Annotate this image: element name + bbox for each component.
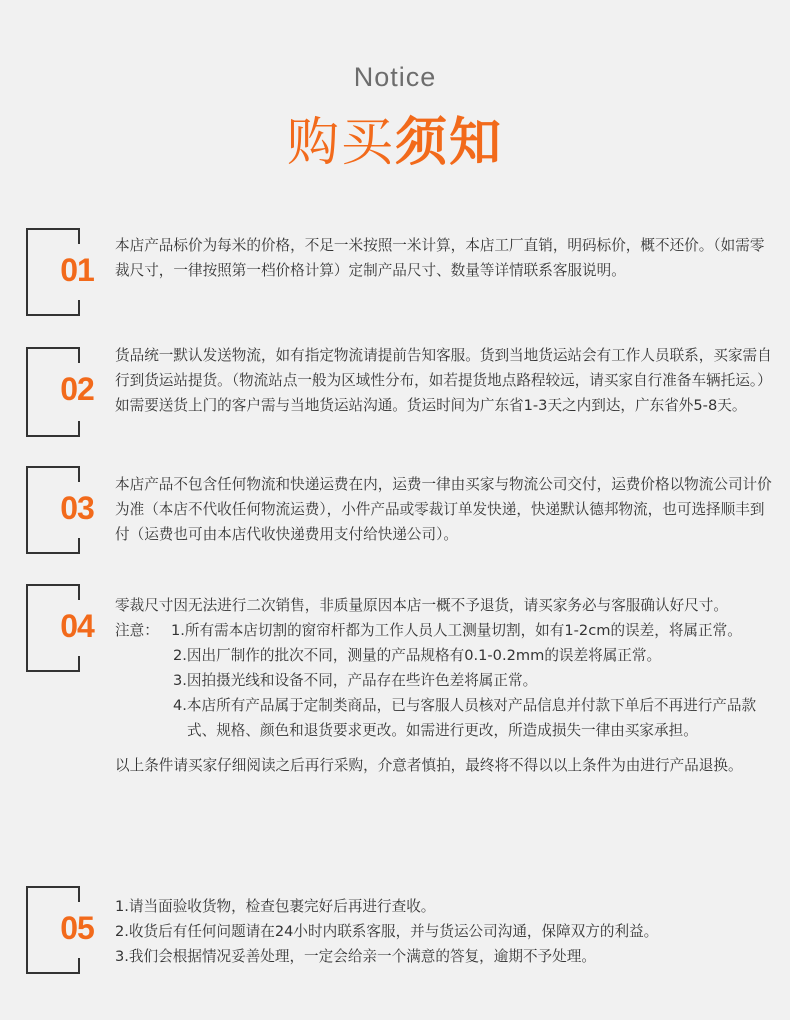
section-text [115,593,775,778]
section-footer: 以上条件请买家仔细阅读之后再行采购，介意者慎拍，最终将不得以以上条件为由进行产品退换。 [115,757,743,774]
note-item: 4.本店所有产品属于定制类商品，已与客服人员核对产品信息并付款下单后不再进行产品款式、规格、颜色和退货要求更改。如需进行更改，所造成损失一律由买家承担。 [173,697,757,739]
notice-subtitle: Notice [353,62,437,92]
note-item: 3.因拍摄光线和设备不同，产品存在些许色差将属正常。 [173,672,538,689]
note-block [115,618,775,643]
section-text [115,472,775,547]
section-text [115,343,775,418]
section-paragraph: 零裁尺寸因无法进行二次销售，非质量原因本店一概不予退货，请买家务必与客服确认好尺寸。 [115,597,728,614]
section-01 [0,228,790,318]
note-list [171,618,775,643]
note-item: 2.因出厂制作的批次不同，测量的产品规格有0.1-0.2mm的误差将属正常。 [173,647,662,664]
section-text [115,894,775,969]
section-number: 03 [60,490,94,526]
section-paragraph: 本店产品不包含任何物流和快递运费在内，运费一律由买家与物流公司交付，运费价格以物流公司计价为准（本店不代收任何物流运费），小件产品或零裁订单发快递，快递默认德邦物流，也可选择顺丰到付（运费也可由本店代收快递费用支付给快递公司）。 [115,476,772,543]
note-list-continued [115,643,775,743]
section-line: 2.收货后有任何问题请在24小时内联系客服，并与货运公司沟通，保障双方的利益。 [115,923,659,940]
section-line: 1.请当面验收货物，检查包裹完好后再进行查收。 [115,898,436,915]
section-paragraph: 本店产品标价为每米的价格，不足一米按照一米计算，本店工厂直销，明码标价，概不还价。（如需零裁尺寸，一律按照第一档价格计算）定制产品尺寸、数量等详情联系客服说明。 [115,237,765,279]
section-02 [0,347,790,439]
section-04 [0,584,790,864]
section-paragraph: 货品统一默认发送物流，如有指定物流请提前告知客服。货到当地货运站会有工作人员联系，买家需自行到货运站提货。（物流站点一般为区域性分布，如若提货地点路程较远，请买家自行准备车辆托运。）如需要送货上门的客户需与当地货运站沟通。货运时间为广东省1-3天之内到达，广东省外5-8天。 [115,347,772,414]
section-05 [0,886,790,976]
note-item: 1.所有需本店切割的窗帘杆都为工作人员人工测量切割，如有1-2cm的误差，将属正常。 [171,622,742,639]
section-number: 04 [60,608,94,644]
page-title-light: 购买 [286,113,395,173]
section-number: 01 [60,252,94,288]
section-number: 02 [60,371,94,407]
section-line: 3.我们会根据情况妥善处理，一定会给亲一个满意的答复，逾期不予处理。 [115,948,596,965]
note-label: 注意： [115,622,159,639]
page-title-bold: 须知 [395,113,504,173]
section-03 [0,466,790,556]
section-text [115,233,775,283]
section-number: 05 [60,910,94,946]
page-title [0,112,790,174]
